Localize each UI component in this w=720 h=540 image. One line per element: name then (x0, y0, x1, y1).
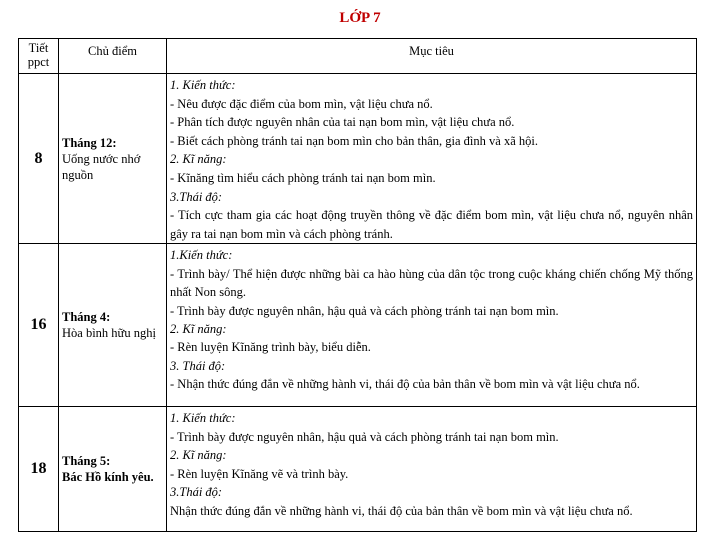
goal-line: 1.Kiến thức: (170, 248, 233, 263)
goal-line: - Nhận thức đúng đắn về những hành vi, thái độ của bản thân về bom mìn và vật liệu chưa nổ. (170, 377, 640, 392)
table-row (19, 407, 697, 532)
header-chu-diem: Chủ điểm (59, 39, 167, 74)
period-number: 8 (19, 74, 59, 244)
goal-line: 3.Thái độ: (170, 189, 223, 204)
topic-month: Tháng 12: (62, 135, 117, 150)
goal-line: Nhận thức đúng đắn về những hành vi, thái độ của bản thân về bom mìn và vật liệu chưa nổ. (170, 503, 633, 518)
table-header-row (19, 39, 697, 74)
goal-cell (167, 74, 697, 244)
topic-cell (59, 244, 167, 407)
goal-line: 1. Kiến thức: (170, 411, 236, 426)
goal-line: - Trình bày được nguyên nhân, hậu quả và cách phòng tránh tai nạn bom mìn. (170, 303, 559, 318)
lesson-plan-table (18, 38, 697, 532)
goal-line: - Tích cực tham gia các hoạt động truyền thông về đặc điểm bom mìn, vật liệu chưa nổ, nguyên nhân gây ra tai nạn bom mìn và cách phòng tránh. (170, 208, 693, 241)
topic-month: Tháng 4: (62, 310, 111, 325)
goal-cell (167, 244, 697, 407)
goal-line: 3.Thái độ: (170, 485, 223, 500)
goal-line: - Phân tích được nguyên nhân của tai nạn bom mìn, vật liệu chưa nổ. (170, 115, 515, 130)
topic-month: Tháng 5: (62, 454, 111, 469)
topic-cell (59, 407, 167, 532)
goal-line: 2. Kĩ năng: (170, 152, 227, 167)
topic-cell (59, 74, 167, 244)
topic-name: Hòa bình hữu nghị (62, 326, 156, 341)
topic-name: Uống nước nhớ nguồn (62, 151, 141, 182)
topic-name: Bác Hồ kính yêu. (62, 470, 154, 485)
goal-line: - Nêu được đặc điểm của bom mìn, vật liệu chưa nổ. (170, 96, 433, 111)
table-row (19, 244, 697, 407)
table-row (19, 74, 697, 244)
goal-line: 2. Kĩ năng: (170, 321, 227, 336)
goal-line: - Trình bày/ Thể hiện được những bài ca hào hùng của dân tộc trong cuộc kháng chiến chống Mỹ thống nhất Non sông. (170, 266, 693, 300)
goal-line: - Trình bày được nguyên nhân, hậu quả và cách phòng tránh tai nạn bom mìn. (170, 429, 559, 444)
goal-line: 1. Kiến thức: (170, 78, 236, 92)
header-muc-tieu: Mục tiêu (167, 39, 697, 74)
goal-line: 3. Thái độ: (170, 358, 226, 373)
goal-line: - Rèn luyện Kĩnăng trình bày, biểu diễn. (170, 340, 371, 355)
goal-line: - Biết cách phòng tránh tai nạn bom mìn cho bản thân, gia đình và xã hội. (170, 133, 538, 148)
goal-cell (167, 407, 697, 532)
goal-line: 2. Kĩ năng: (170, 448, 227, 463)
header-tiet: Tiết ppct (19, 39, 59, 74)
goal-line: - Rèn luyện Kĩnăng vẽ và trình bày. (170, 466, 349, 481)
period-number: 18 (19, 407, 59, 532)
goal-line: - Kĩnăng tìm hiểu cách phòng tránh tai nạn bom mìn. (170, 170, 436, 185)
period-number: 16 (19, 244, 59, 407)
page-title: LỚP 7 (339, 10, 381, 26)
